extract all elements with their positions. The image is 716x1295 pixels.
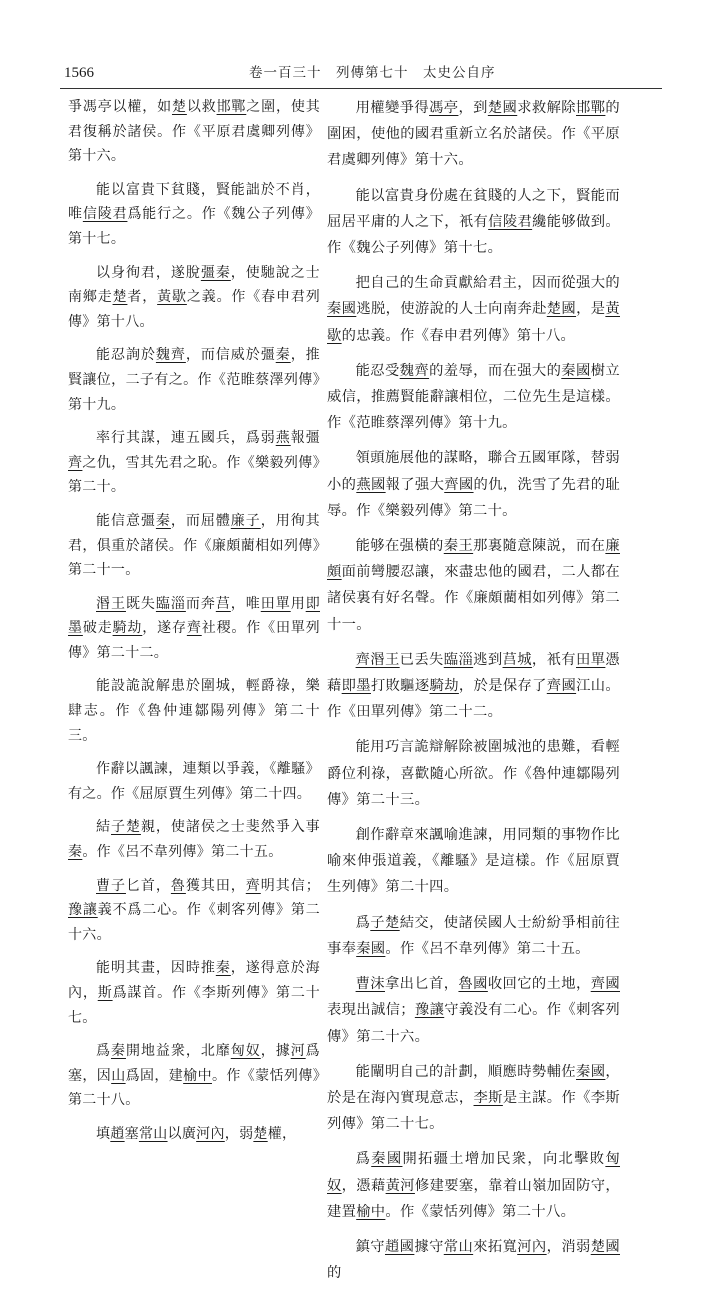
- translation-paragraph: [327, 971, 620, 1050]
- proper-noun: 楚: [112, 289, 128, 306]
- proper-noun: 齊: [186, 620, 202, 637]
- text-run: 的仇，洗雪了先君的耻辱。作《樂毅列傳》第二十。: [327, 476, 621, 519]
- text-run: ，唯: [230, 595, 261, 612]
- text-run: 逃到: [473, 651, 503, 668]
- text-run: 的圍困，使他的國君重新立名於諸侯。作《平原君虞卿列傳》第十六。: [327, 100, 621, 169]
- text-run: 結: [96, 819, 111, 836]
- text-run: 。作《蒙恬列傳》第二十八。: [68, 1067, 321, 1109]
- text-run: 能闡明自己的計劃，順應時勢輔佐: [355, 1063, 576, 1080]
- text-run: 爲: [96, 1043, 111, 1060]
- proper-noun: 匈奴: [230, 1043, 261, 1060]
- text-run: 獲其田，: [185, 877, 246, 894]
- proper-noun: 齊國: [444, 476, 474, 493]
- text-run: 創作辭章來諷喻進諫，用同類的事物作比喻來伸張道義，《離騷》是這樣。作《屈原賈生列傳》第二十四。: [327, 827, 620, 896]
- proper-noun: 即墨: [68, 595, 320, 637]
- original-text-column: [68, 95, 320, 1156]
- proper-noun: 曹子: [96, 877, 126, 894]
- proper-noun: 秦: [275, 347, 291, 364]
- proper-noun: 田單: [260, 595, 291, 612]
- text-run: 報彊: [290, 430, 320, 447]
- proper-noun: 趙: [110, 1125, 125, 1142]
- text-run: 收回它的土地，: [487, 976, 591, 993]
- proper-noun: 騎劫: [112, 620, 143, 637]
- text-run: 領頭施展他的謀略，聯合五國軍隊，替弱小的: [327, 450, 620, 493]
- original-paragraph: [68, 874, 320, 948]
- proper-noun: 臨淄: [443, 651, 474, 668]
- translation-paragraph: [327, 1059, 620, 1138]
- text-run: 開地益衆，北靡: [125, 1043, 231, 1060]
- proper-noun: 秦: [215, 960, 231, 977]
- proper-noun: 齊國: [590, 976, 620, 993]
- proper-noun: 豫讓: [414, 1002, 445, 1019]
- text-run: 表現出誠信；: [327, 1002, 415, 1019]
- text-run: 打敗驅逐: [370, 678, 430, 695]
- proper-noun: 秦國: [561, 362, 591, 379]
- text-run: ，弱: [224, 1125, 254, 1142]
- text-run: 作辭以諷諫，連類以爭義，《離騷》有之。作《屈原賈生列傳》第二十四。: [68, 761, 320, 802]
- proper-noun: 齊: [245, 877, 261, 894]
- original-paragraph: [68, 509, 320, 583]
- text-run: 纔能够做到。作《魏公子列傳》第十七。: [327, 213, 620, 257]
- proper-noun: 即墨: [341, 678, 371, 695]
- text-run: 爲能行之。作《魏公子列傳》第十七。: [68, 206, 320, 247]
- proper-noun: 河內: [196, 1125, 225, 1142]
- text-run: 權，: [267, 1125, 297, 1142]
- translation-paragraph: [327, 647, 620, 726]
- text-run: 鎮守: [355, 1238, 385, 1255]
- text-run: ，消弱: [546, 1238, 591, 1255]
- proper-noun: 榆中: [183, 1067, 212, 1084]
- text-run: 匕首，: [125, 877, 171, 894]
- text-run: 填: [96, 1125, 111, 1142]
- text-run: 江山。作《田單列傳》第二十二。: [327, 678, 621, 721]
- original-paragraph: [68, 1122, 320, 1147]
- page-header: [64, 62, 660, 84]
- translation-paragraph: [327, 358, 620, 437]
- text-run: ，用徇其君，俱重於諸侯。作《廉頗藺相如列傳》第二十一。: [68, 512, 320, 579]
- text-run: 的忠義。作《春申君列傳》第十八。: [341, 327, 576, 344]
- original-paragraph: [68, 757, 320, 806]
- proper-noun: 楚國: [590, 1238, 620, 1255]
- text-run: 開拓疆土增加民衆，向北擊敗: [402, 1151, 606, 1168]
- proper-noun: 齊湣王: [355, 651, 400, 668]
- proper-noun: 常山: [138, 1125, 168, 1142]
- original-paragraph: [68, 95, 320, 169]
- text-run: 爲謀首。作《李斯列傳》第二十七。: [68, 985, 320, 1026]
- proper-noun: 彊秦: [200, 264, 231, 281]
- proper-noun: 莒城: [502, 651, 532, 668]
- proper-noun: 秦王: [443, 538, 474, 555]
- proper-noun: 李斯: [473, 1089, 503, 1106]
- text-run: 守義没有二心。作《刺客列傳》第二十六。: [327, 1002, 620, 1045]
- proper-noun: 豫讓: [68, 902, 98, 919]
- header-rule: [60, 88, 662, 89]
- text-run: ，是: [576, 301, 606, 318]
- text-run: 既失: [125, 595, 156, 612]
- proper-noun: 匈奴: [327, 1151, 620, 1194]
- original-paragraph: [68, 956, 320, 1030]
- text-run: 那裏隨意陳説，而在: [473, 538, 606, 555]
- proper-noun: 齊國: [546, 678, 577, 695]
- text-run: 之仇，雪其先君之恥。作《樂毅列傳》第二十。: [68, 454, 320, 496]
- original-paragraph: [68, 178, 320, 252]
- text-run: ，遂得意於海內，: [68, 960, 320, 1001]
- text-run: 之義。作《春申君列傳》第十八。: [68, 289, 320, 330]
- proper-noun: 魏齊: [399, 362, 430, 379]
- text-run: 的: [327, 1265, 342, 1282]
- proper-noun: 趙國: [384, 1238, 415, 1255]
- original-paragraph: [68, 592, 320, 666]
- text-run: ，衹有: [531, 651, 576, 668]
- translation-paragraph: [327, 95, 620, 174]
- text-run: 能忍詢於: [96, 347, 156, 364]
- text-run: 爲: [355, 914, 371, 931]
- proper-noun: 曹沫: [355, 976, 385, 993]
- proper-noun: 秦: [110, 1043, 126, 1060]
- text-run: 義不爲二心。作《刺客列傳》第二十六。: [68, 902, 320, 943]
- original-paragraph: [68, 343, 320, 417]
- proper-noun: 邯鄲: [216, 99, 247, 115]
- text-run: 是主謀。作《李斯列傳》第二十七。: [327, 1089, 621, 1133]
- text-run: 修建要塞，靠着山嶺加固防守，建置: [327, 1177, 620, 1220]
- text-run: 爲塞，因: [68, 1043, 320, 1084]
- text-run: 用: [290, 595, 306, 612]
- text-run: 親，使諸侯之士斐然爭入事: [140, 819, 320, 836]
- text-run: 。作《呂不韋列傳》第二十五。: [385, 940, 590, 957]
- text-run: 憑藉: [327, 651, 620, 695]
- proper-noun: 黃歇: [157, 289, 187, 306]
- text-run: ，於是在海內實現意志，: [327, 1063, 620, 1106]
- original-paragraph: [68, 674, 320, 748]
- proper-noun: 莒: [215, 595, 231, 612]
- text-run: 面前彎腰忍讓，來盡忠他的國君，二人都在諸侯裏有好名聲。作《廉頗藺相如列傳》第二十一。: [327, 564, 620, 633]
- text-run: 報了强大: [385, 476, 445, 493]
- text-run: 能忍受: [355, 362, 400, 379]
- text-run: 者，: [127, 289, 158, 306]
- translation-paragraph: [327, 1234, 620, 1286]
- text-run: ，而信威於彊: [185, 347, 276, 364]
- text-run: 以身徇君，遂脫: [96, 264, 201, 281]
- text-run: 樹立威信，推薦賢能辭讓相位，二位先生是這樣。作《范睢蔡澤列傳》第十九。: [327, 362, 620, 432]
- proper-noun: 燕: [275, 430, 291, 447]
- translation-paragraph: [327, 533, 620, 638]
- translation-paragraph: [327, 910, 620, 962]
- proper-noun: 魏齊: [155, 347, 186, 364]
- text-run: ，憑藉: [341, 1177, 386, 1194]
- text-run: 。作《呂不韋列傳》第二十五。: [82, 844, 283, 861]
- proper-noun: 秦: [68, 844, 83, 861]
- proper-noun: 馮亭: [429, 100, 459, 116]
- text-run: 爭馮亭以權，如: [68, 99, 172, 115]
- text-run: 能以富貴下貧賤，賢能詘於不肖，唯: [68, 181, 320, 223]
- proper-noun: 榆中: [356, 1203, 386, 1220]
- text-run: 以廣: [167, 1125, 197, 1142]
- text-run: ，到: [458, 100, 488, 116]
- translation-paragraph: [327, 1146, 620, 1225]
- proper-noun: 黃歇: [327, 301, 620, 344]
- text-run: 把自己的生命貢獻給君主，因而從强大的: [355, 275, 620, 292]
- proper-noun: 子楚: [110, 819, 141, 836]
- proper-noun: 邯鄲: [576, 100, 606, 116]
- translation-paragraph: [327, 445, 620, 524]
- translation-paragraph: [327, 183, 620, 262]
- text-run: 能設詭說解患於圍城，輕爵祿，樂肆志。作《魯仲連鄒陽列傳》第二十三。: [68, 678, 320, 744]
- proper-noun: 秦國: [327, 301, 357, 318]
- proper-noun: 湣王: [96, 595, 126, 612]
- text-run: 爲固，建: [125, 1067, 184, 1084]
- proper-noun: 騎劫: [429, 678, 459, 695]
- proper-noun: 秦國: [371, 1151, 403, 1168]
- text-run: 據守: [414, 1238, 444, 1255]
- translation-paragraph: [327, 822, 620, 901]
- text-run: ，使馳說之士南鄉走: [68, 264, 320, 306]
- text-run: ，遂存: [142, 620, 187, 637]
- text-run: 逃脱，使游說的人士向南奔赴: [356, 301, 547, 318]
- text-run: 結交，使諸侯國人士紛紛爭相前往事奉: [327, 914, 620, 957]
- proper-noun: 河: [290, 1043, 306, 1060]
- proper-noun: 子楚: [370, 914, 400, 931]
- text-run: 破走: [82, 620, 113, 637]
- translation-paragraph: [327, 734, 620, 813]
- original-paragraph: [68, 815, 320, 864]
- text-run: 之圍，使其君復稱於諸侯。作《平原君虞卿列傳》第十六。: [68, 99, 320, 165]
- proper-noun: 楚: [171, 99, 187, 115]
- page-number: 1566: [64, 65, 94, 81]
- proper-noun: 秦國: [356, 940, 386, 957]
- proper-noun: 楚: [253, 1125, 268, 1142]
- text-run: 。作《蒙恬列傳》第二十八。: [385, 1203, 576, 1220]
- text-run: ，而屈體: [170, 512, 231, 529]
- text-run: ，於是保存了: [458, 678, 547, 695]
- translation-column: [327, 95, 620, 1295]
- text-run: 的羞辱，而在强大的: [429, 362, 562, 379]
- text-run: 而奔: [185, 595, 216, 612]
- original-paragraph: [68, 261, 320, 335]
- running-title: 卷一百三十 列傳第七十 太史公自序: [249, 65, 496, 81]
- text-run: 以救: [186, 99, 217, 115]
- proper-noun: 信陵君: [82, 206, 128, 223]
- proper-noun: 齊: [68, 454, 83, 471]
- proper-noun: 秦國: [576, 1063, 606, 1080]
- proper-noun: 廉頗: [327, 538, 620, 581]
- text-run: 明其信；: [260, 877, 320, 894]
- proper-noun: 臨淄: [155, 595, 186, 612]
- text-run: 爲: [355, 1151, 372, 1168]
- text-run: 塞: [124, 1125, 139, 1142]
- proper-noun: 魯: [170, 877, 186, 894]
- proper-noun: 信陵君: [488, 213, 533, 230]
- text-run: 能以富貴身份處在貧賤的人之下，賢能而屈居平庸的人之下，衹有: [327, 187, 620, 230]
- proper-noun: 廉子: [230, 512, 261, 529]
- proper-noun: 斯: [97, 985, 113, 1001]
- proper-noun: 燕國: [356, 476, 386, 493]
- text-run: 能明其畫，因時推: [96, 960, 216, 977]
- text-run: 已丢失: [399, 651, 444, 668]
- text-run: 社稷。作《田單列傳》第二十二。: [68, 620, 320, 661]
- proper-noun: 田單: [576, 651, 606, 668]
- text-run: 來拓寬: [473, 1238, 518, 1255]
- text-run: 拿出匕首，: [384, 976, 459, 993]
- text-run: 能信意彊: [96, 512, 156, 529]
- original-paragraph: [68, 426, 320, 500]
- proper-noun: 黃河: [385, 1177, 415, 1194]
- proper-noun: 魯國: [458, 976, 488, 993]
- text-run: 用權變爭得: [355, 100, 430, 116]
- text-run: 能够在强橫的: [355, 538, 444, 555]
- proper-noun: 河內: [517, 1238, 547, 1255]
- proper-noun: 秦: [155, 512, 171, 529]
- text-run: 能用巧言詭辯解除被圍城池的患難，看輕爵位利祿，喜歡隨心所欲。作《魯仲連鄒陽列傳》第二十三。: [327, 739, 620, 808]
- proper-noun: 常山: [443, 1238, 474, 1255]
- proper-noun: 楚國: [546, 301, 577, 318]
- original-paragraph: [68, 1039, 320, 1113]
- text-run: 率行其謀，連五國兵，爲弱: [96, 430, 276, 447]
- proper-noun: 楚國: [487, 100, 518, 116]
- proper-noun: 山: [111, 1067, 126, 1084]
- text-run: ，推賢讓位，二子有之。作《范睢蔡澤列傳》第十九。: [68, 347, 320, 413]
- text-run: ，據: [260, 1043, 291, 1060]
- text-run: 求救解除: [517, 100, 577, 116]
- translation-paragraph: [327, 270, 620, 349]
